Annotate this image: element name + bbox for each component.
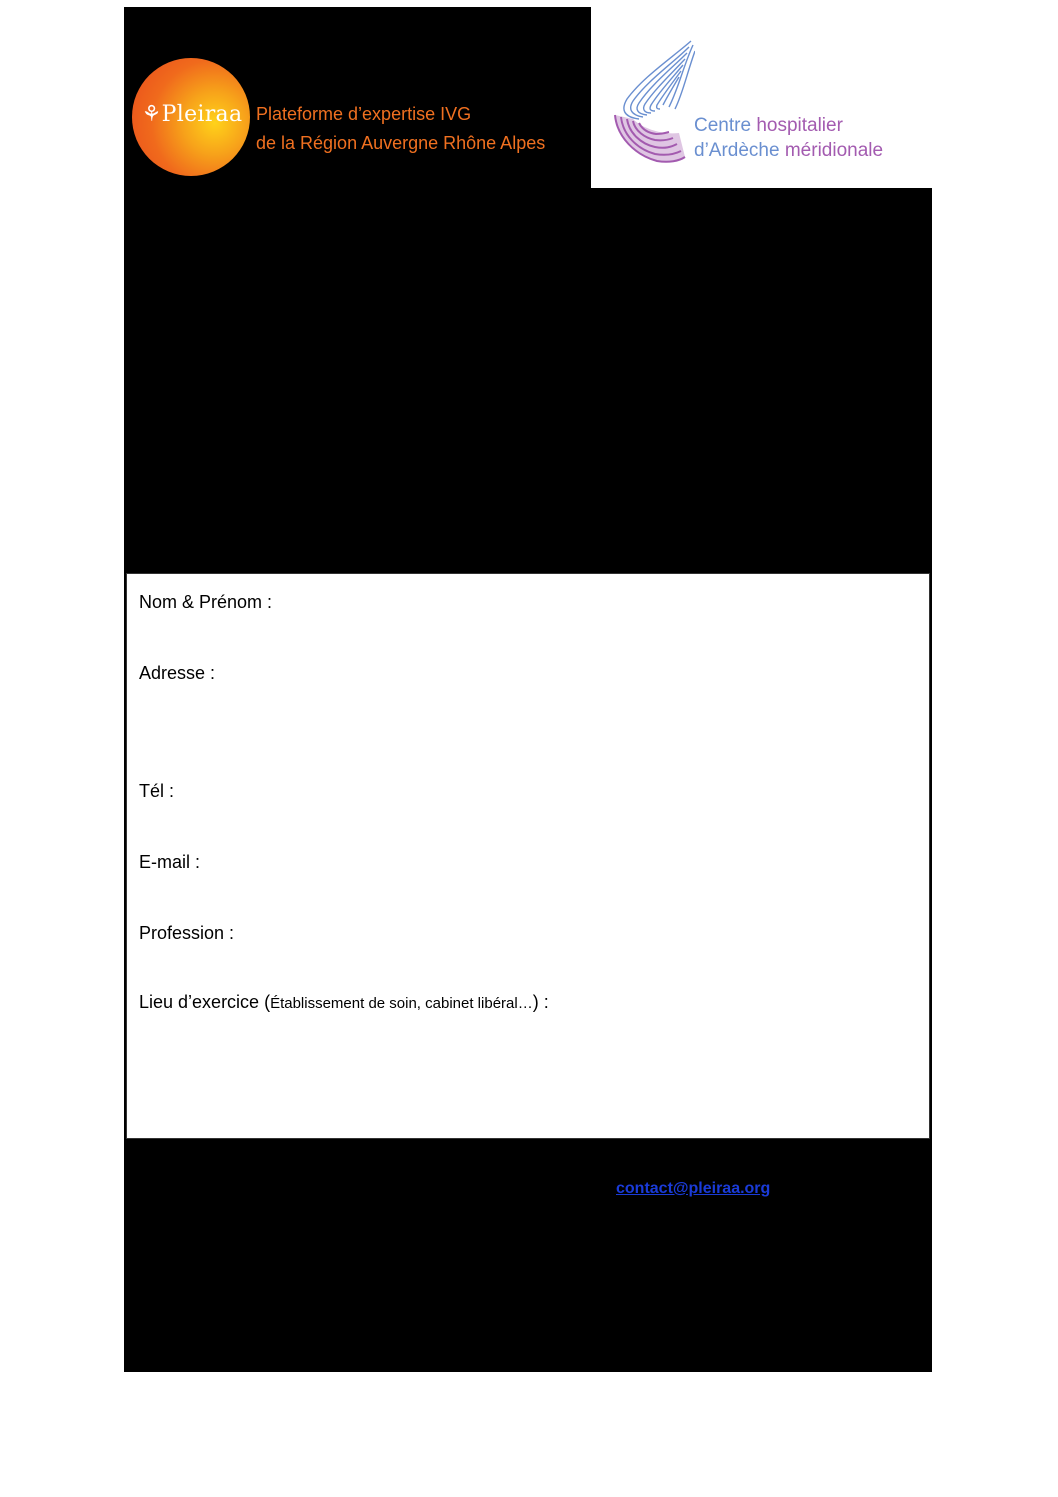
email-field-label[interactable]: E-mail : xyxy=(139,852,201,872)
workplace-field-label[interactable] xyxy=(139,992,549,1013)
name-field-label[interactable]: Nom & Prénom : xyxy=(139,592,273,612)
workplace-hint: Établissement de soin, cabinet libéral… xyxy=(270,995,533,1012)
hospital-name-line-1 xyxy=(694,113,883,138)
hospital-name-line-2 xyxy=(694,138,883,163)
phone-field-label[interactable]: Tél : xyxy=(139,781,175,801)
tagline-line-1: Plateforme d’expertise IVG xyxy=(256,104,472,124)
contact-email-link[interactable]: contact@pleiraa.org xyxy=(616,1180,771,1197)
address-field-label[interactable]: Adresse : xyxy=(139,663,216,683)
hospital-name-part: Centre xyxy=(694,115,757,136)
hospital-name-part: méridionale xyxy=(784,140,884,161)
profession-field-label[interactable]: Profession : xyxy=(139,923,235,943)
pleiraa-logo-text: ⚘Pleiraa xyxy=(141,102,243,127)
registration-form xyxy=(126,573,930,1139)
hospital-logo-panel xyxy=(591,7,932,188)
pleiraa-tagline xyxy=(256,100,545,158)
pleiraa-logo xyxy=(124,55,254,180)
workplace-label-end: ) : xyxy=(532,992,549,1012)
hospital-name-part: d’Ardèche xyxy=(694,140,785,161)
hospital-emblem-icon xyxy=(613,37,695,165)
workplace-label-text: Lieu d’exercice ( xyxy=(139,992,271,1012)
hospital-name xyxy=(694,113,883,163)
hospital-name-part: hospitalier xyxy=(756,115,843,136)
tagline-line-2: de la Région Auvergne Rhône Alpes xyxy=(256,133,546,153)
